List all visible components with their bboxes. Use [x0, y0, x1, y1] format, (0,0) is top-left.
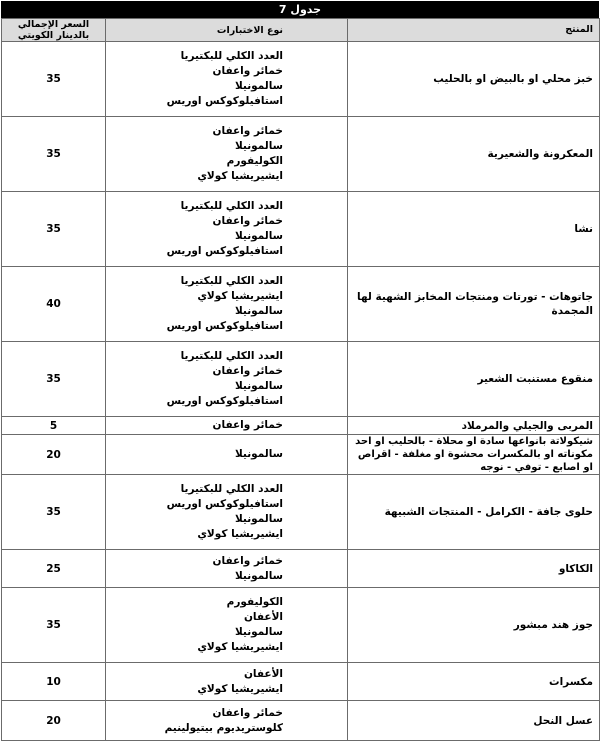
price-cell: 40 [2, 267, 106, 342]
table-row [2, 550, 600, 588]
tests-cell [106, 342, 348, 417]
test-item: خمائر واعفان [212, 65, 283, 77]
price-cell: 20 [2, 435, 106, 475]
tests-cell [106, 475, 348, 550]
test-item: العدد الكلي للبكتيريا [180, 50, 283, 62]
tests-cell [106, 192, 348, 267]
test-item: خمائر واعفان [212, 706, 283, 719]
product-cell: حلوى جافة - الكرامل - المنتجات الشبيهة [348, 475, 600, 550]
test-item: استافيلوكوكس اوريس [166, 395, 283, 407]
test-item: العدد الكلي للبكتيريا [180, 200, 283, 212]
product-cell: مكسرات [348, 663, 600, 701]
product-cell: الكاكاو [348, 550, 600, 588]
tests-cell [106, 550, 348, 588]
test-item: سالمونيلا [234, 140, 283, 152]
tests-cell [106, 42, 348, 117]
tests-cell [106, 417, 348, 435]
tests-cell [106, 117, 348, 192]
table-row [2, 42, 600, 117]
table-row [2, 192, 600, 267]
price-cell: 35 [2, 475, 106, 550]
test-item: ايشيريشيا كولاي [197, 641, 283, 653]
test-item: ايشيريشيا كولاي [197, 682, 283, 695]
table-header-row [2, 19, 600, 42]
table-row [2, 663, 600, 701]
test-item: استافيلوكوكس اوريس [166, 95, 283, 107]
test-item: سالمونيلا [234, 513, 283, 525]
product-cell: نشا [348, 192, 600, 267]
price-cell: 35 [2, 42, 106, 117]
test-item: خمائر واعفان [212, 215, 283, 227]
test-item: خمائر واعفان [212, 125, 283, 137]
test-item: استافيلوكوكس اوريس [166, 320, 283, 332]
product-cell: شيكولاتة بانواعها سادة او محلاة - بالحليب او احد مكوناته او بالمكسرات محشوة او مغلفة - اقراص او اصابع - توفي - نوجه [348, 435, 600, 475]
test-item: الكوليفورم [226, 596, 283, 608]
price-cell: 35 [2, 588, 106, 663]
test-item: الكوليفورم [226, 155, 283, 167]
table-row [2, 342, 600, 417]
tests-cell [106, 588, 348, 663]
product-cell: جاتوهات - تورتات ومنتجات المخابز الشهية لها المجمدة [348, 267, 600, 342]
table-row [2, 701, 600, 741]
test-item: ايشيريشيا كولاي [197, 290, 283, 302]
product-cell: عسل النحل [348, 701, 600, 741]
tests-cell [106, 663, 348, 701]
price-cell: 10 [2, 663, 106, 701]
price-cell: 25 [2, 550, 106, 588]
price-cell: 35 [2, 342, 106, 417]
header-price: السعر الإجمالي بالدينار الكويتي [2, 19, 106, 42]
test-item: العدد الكلي للبكتيريا [180, 350, 283, 362]
test-item: استافيلوكوكس اوريس [166, 245, 283, 257]
test-item: ايشيريشيا كولاي [197, 528, 283, 540]
test-item: خمائر واعفان [212, 365, 283, 377]
product-cell: المربى والجيلي والمرملاد [348, 417, 600, 435]
table-title: جدول 7 [1, 1, 599, 18]
header-tests: نوع الاختبارات [106, 19, 348, 42]
test-item: ايشيريشيا كولاي [197, 170, 283, 182]
tests-price-table [1, 18, 600, 741]
price-cell: 20 [2, 701, 106, 741]
table-row [2, 435, 600, 475]
test-item: الأعفان [243, 667, 283, 680]
price-cell: 35 [2, 192, 106, 267]
tests-cell [106, 701, 348, 741]
test-item: خمائر واعفان [212, 554, 283, 567]
test-item: سالمونيلا [234, 626, 283, 638]
test-item: سالمونيلا [234, 80, 283, 92]
table-row [2, 117, 600, 192]
test-item: خمائر واعفان [212, 419, 283, 431]
table-row [2, 417, 600, 435]
test-item: سالمونيلا [234, 569, 283, 582]
test-item: كلوستريديوم بيتيولينيم [164, 721, 283, 734]
test-item: العدد الكلي للبكتيريا [180, 483, 283, 495]
test-item: سالمونيلا [234, 448, 283, 460]
price-cell: 35 [2, 117, 106, 192]
test-item: سالمونيلا [234, 380, 283, 392]
test-item: استافيلوكوكس اوريس [166, 498, 283, 510]
test-item: سالمونيلا [234, 230, 283, 242]
product-cell: جوز هند مبشور [348, 588, 600, 663]
test-item: العدد الكلي للبكتيريا [180, 275, 283, 287]
table-row [2, 475, 600, 550]
table-row [2, 267, 600, 342]
product-cell: منقوع مستنبت الشعير [348, 342, 600, 417]
price-cell: 5 [2, 417, 106, 435]
header-product: المنتج [348, 19, 600, 42]
test-item: الأعفان [243, 611, 283, 623]
tests-cell [106, 435, 348, 475]
test-item: سالمونيلا [234, 305, 283, 317]
product-cell: خبز محلي او بالبيض او بالحليب [348, 42, 600, 117]
product-cell: المعكرونة والشعيرية [348, 117, 600, 192]
tests-cell [106, 267, 348, 342]
table-row [2, 588, 600, 663]
